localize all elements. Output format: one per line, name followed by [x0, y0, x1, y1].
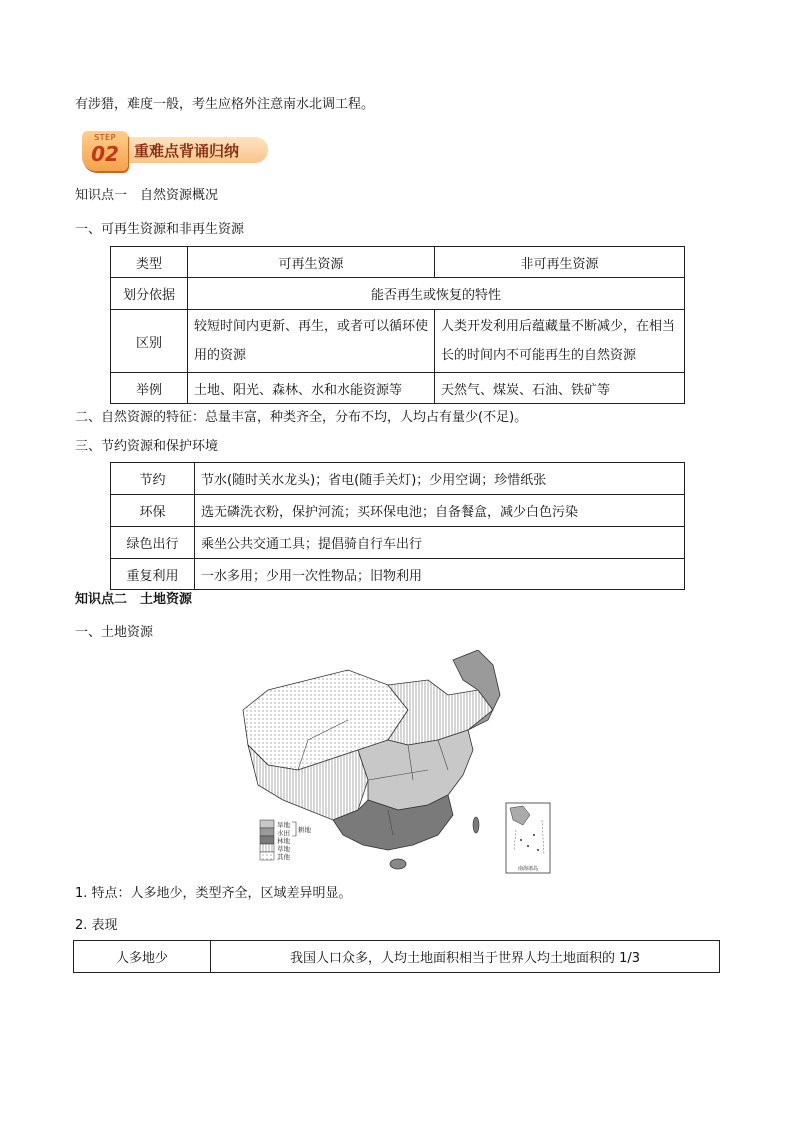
step-number: 02: [91, 142, 119, 166]
basis-label: 划分依据: [111, 278, 188, 310]
table-header-row: [111, 247, 685, 278]
example-nonrenewable: 天然气、煤炭、石油、铁矿等: [435, 373, 685, 404]
step-banner: [78, 131, 270, 171]
row-label: 绿色出行: [111, 527, 195, 559]
step-title: 重难点背诵归纳: [134, 142, 240, 160]
table-row: [111, 495, 685, 527]
legend-label: 其他: [277, 853, 290, 861]
example-renewable: 土地、阳光、森林、水和水能资源等: [188, 373, 435, 404]
difference-nonrenewable: 人类开发利用后蕴藏量不断减少，在相当长的时间内不可能再生的自然资源: [435, 310, 685, 373]
map-legend: [260, 820, 312, 861]
table-row: [111, 278, 685, 310]
row-value: 我国人口众多，人均土地面积相当于世界人均土地面积的 1/3: [211, 941, 720, 973]
knowledge-point-1-title: 知识点一 自然资源概况: [75, 188, 219, 203]
table-row: [74, 941, 720, 973]
step-bar: [118, 137, 268, 163]
legend-label: 草地: [277, 845, 290, 853]
knowledge-point-2-title: 知识点二 土地资源: [75, 592, 193, 607]
row-label: 人多地少: [74, 941, 211, 973]
difference-label: 区别: [111, 310, 188, 373]
row-value: 选无磷洗衣粉，保护河流；买环保电池；自备餐盒，减少白色污染: [195, 495, 685, 527]
legend-label: 水田: [277, 829, 290, 837]
row-value: 节水(随时关水龙头)；省电(随手关灯)；少用空调；珍惜纸张: [195, 463, 685, 495]
header-renewable: 可再生资源: [188, 247, 435, 278]
point-1: 1. 特点：人多地少，类型齐全，区域差异明显。: [75, 886, 352, 901]
row-label: 重复利用: [111, 559, 195, 590]
china-land-use-map: [238, 650, 552, 876]
map-hainan: [390, 859, 406, 869]
row-label: 节约: [111, 463, 195, 495]
intro-line: 有涉猎，难度一般，考生应格外注意南水北调工程。: [75, 97, 375, 112]
map-taiwan: [473, 817, 479, 833]
header-type: 类型: [111, 247, 188, 278]
step-word: STEP: [94, 133, 116, 142]
table-row: [111, 463, 685, 495]
legend-label: 旱地: [277, 821, 290, 829]
map-inset: [506, 803, 550, 873]
table-row: [111, 373, 685, 404]
row-value: 一水多用；少用一次性物品；旧物利用: [195, 559, 685, 590]
step-badge: [82, 131, 128, 171]
inset-label: 南海诸岛: [517, 866, 539, 872]
header-nonrenewable: 非可再生资源: [435, 247, 685, 278]
land-shortage-table: [73, 940, 720, 973]
row-value: 乘坐公共交通工具；提倡骑自行车出行: [195, 527, 685, 559]
legend-group-label: 耕地: [298, 826, 311, 834]
table-row: [111, 527, 685, 559]
point-2: 2. 表现: [75, 918, 118, 933]
land-resources-title: 一、土地资源: [75, 625, 154, 640]
table-row: [111, 310, 685, 373]
section-3-title: 三、节约资源和保护环境: [75, 439, 219, 454]
difference-renewable: 较短时间内更新、再生，或者可以循环使用的资源: [188, 310, 435, 373]
example-label: 举例: [111, 373, 188, 404]
table-row: [111, 559, 685, 590]
section-2-line: 二、自然资源的特征：总量丰富，种类齐全，分布不均，人均占有量少(不足)。: [75, 410, 528, 425]
section-1-title: 一、可再生资源和非再生资源: [75, 222, 245, 237]
legend-label: 林地: [277, 837, 290, 845]
row-label: 环保: [111, 495, 195, 527]
basis-value: 能否再生或恢复的特性: [188, 278, 685, 310]
conservation-table: [110, 462, 685, 590]
renewable-resources-table: [110, 246, 685, 404]
